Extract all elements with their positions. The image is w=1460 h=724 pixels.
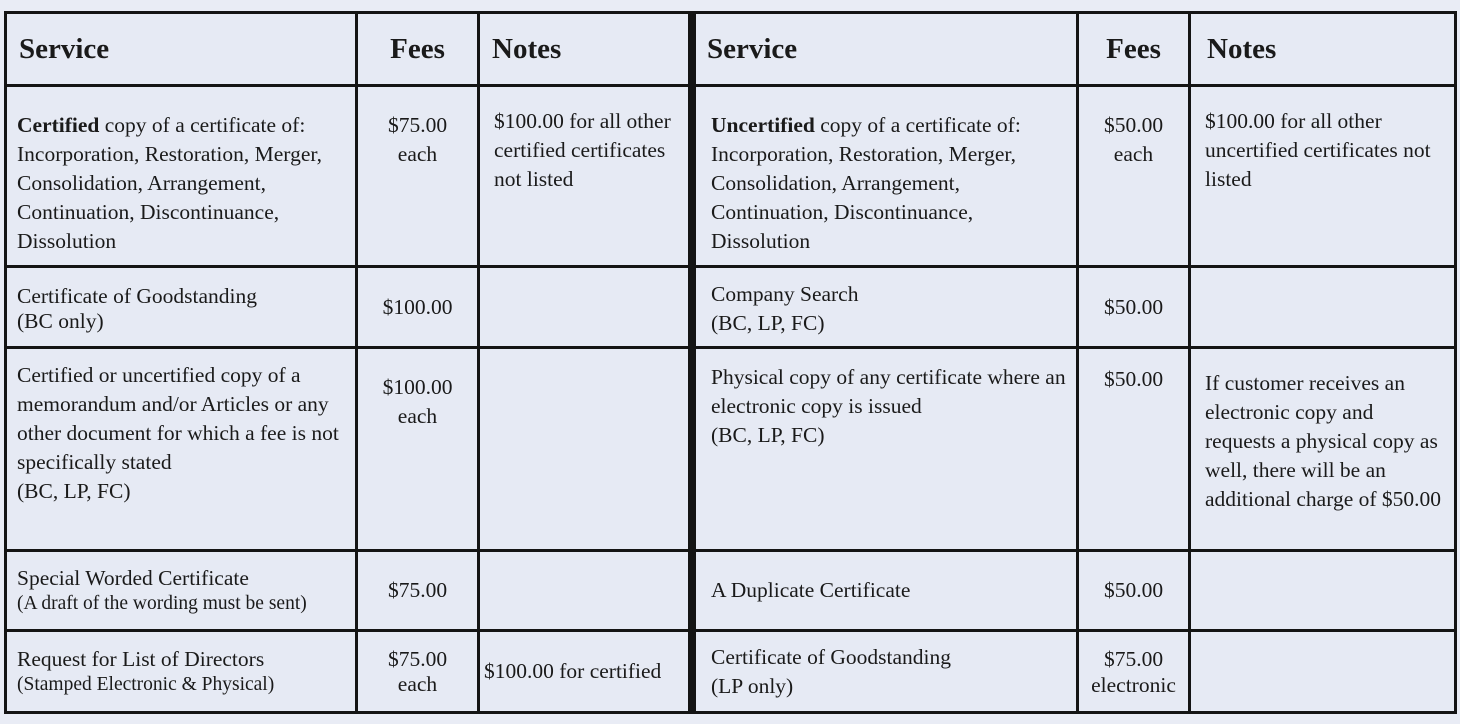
fee-cell: $75.00 each [357,86,479,267]
service-sub: (LP only) [711,673,794,698]
service-cell: A Duplicate Certificate [694,551,1078,631]
table-row [6,86,694,267]
note-cell: If customer receives an electronic copy and requests a physical copy as well, there will be an additional charge of $50.00 [1190,348,1456,551]
service-sub: (Stamped Electronic & Physical) [17,673,275,695]
fee-cell: $75.00 electronic [1078,631,1190,713]
table-row [6,551,694,631]
service-text: Certificate of Goodstanding [17,284,258,308]
fee-cell: $75.00 [357,551,479,631]
note-cell: $100.00 for all other certified certificates not listed [479,86,694,267]
note-cell [1190,631,1456,713]
center-divider [688,11,696,713]
service-text: Certified or uncertified copy of a memorandum and/or Articles or any other document for which a fee is not specifically stated [17,363,339,474]
service-text: Special Worded Certificate [17,565,249,590]
service-header: Service [694,13,1078,86]
service-sub: (BC, LP, FC) [711,311,825,335]
fee-cell: $100.00 each [357,348,479,551]
table-row [694,551,1456,631]
fees-header: Fees [1078,13,1190,86]
service-cell [6,631,357,713]
note-cell [1190,267,1456,348]
table-row [694,348,1456,551]
service-text: Company Search [711,282,859,306]
service-cell [6,551,357,631]
fee-cell: $50.00 [1078,348,1190,551]
fee-cell: $50.00 [1078,551,1190,631]
left-fee-table [4,11,695,714]
table-row [694,267,1456,348]
service-sub: (BC, LP, FC) [711,423,825,447]
fee-cell: $50.00 each [1078,86,1190,267]
note-cell: $100.00 for all other uncertified certificates not listed [1190,86,1456,267]
table-row [6,631,694,713]
note-cell [479,267,694,348]
service-sub: (BC only) [17,309,104,333]
service-bold: Certified [17,113,100,137]
service-cell [6,267,357,348]
table-header-row [6,13,694,86]
note-cell [479,348,694,551]
service-text: Request for List of Directors [17,646,265,671]
service-text: Physical copy of any certificate where an electronic copy is issued [711,365,1066,418]
table-row [6,267,694,348]
table-row [694,86,1456,267]
note-cell: $100.00 for certified [479,631,694,713]
fee-cell: $100.00 [357,267,479,348]
service-text: copy of a certificate of: Incorporation, Restoration, Merger, Consolidation, Arrangement, Continuation, Discontinuance, Dissolution [17,113,323,253]
service-header: Service [6,13,357,86]
service-cell [694,348,1078,551]
right-fee-table [692,11,1457,714]
service-sub: (A draft of the wording must be sent) [17,592,307,614]
service-text: Certificate of Goodstanding [711,644,952,669]
service-bold: Uncertified [711,113,815,137]
service-cell [6,348,357,551]
table-row [6,348,694,551]
fee-cell: $75.00 each [357,631,479,713]
table-header-row [694,13,1456,86]
fee-cell: $50.00 [1078,267,1190,348]
service-sub: (BC, LP, FC) [17,479,131,503]
service-cell [6,86,357,267]
table-row [694,631,1456,713]
notes-header: Notes [479,13,694,86]
fees-header: Fees [357,13,479,86]
note-cell [479,551,694,631]
service-cell [694,631,1078,713]
service-text: copy of a certificate of: Incorporation, Restoration, Merger, Consolidation, Arrangement, Continuation, Discontinuance, Dissolution [711,113,1021,253]
service-cell [694,86,1078,267]
notes-header: Notes [1190,13,1456,86]
service-cell [694,267,1078,348]
note-cell [1190,551,1456,631]
